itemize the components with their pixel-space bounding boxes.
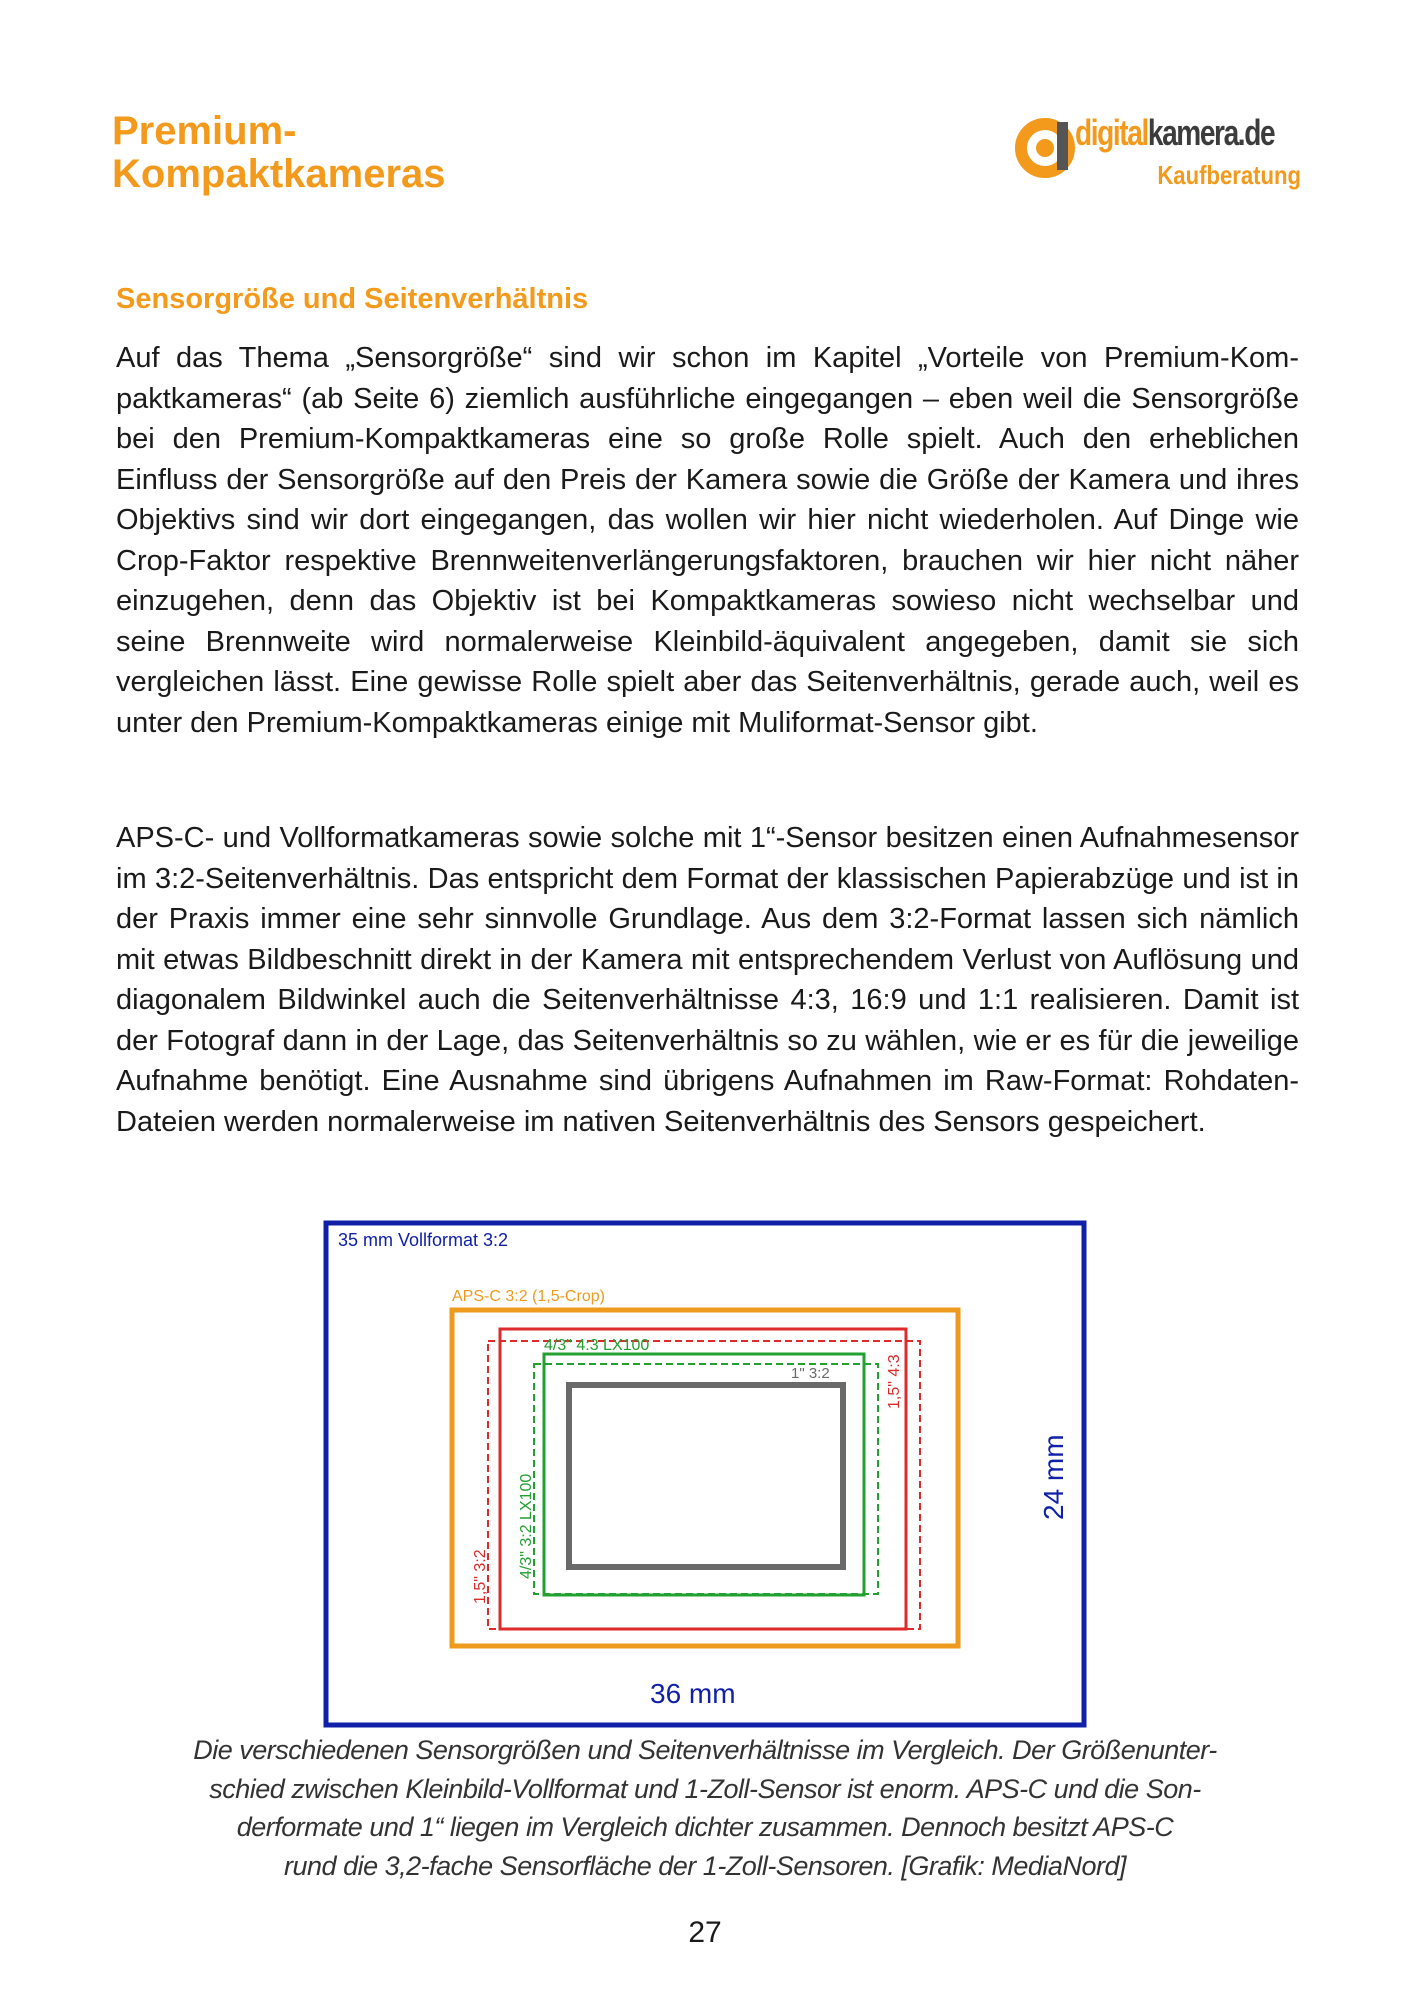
aps-c-label: APS-C 3:2 (1,5-Crop) xyxy=(452,1288,605,1305)
caption-line-3: derformate und 1“ liegen im Vergleich dichter zusammen. Dennoch besitzt APS-C xyxy=(236,1812,1174,1842)
body-paragraph-2: APS-C- und Vollformatkameras sowie solche mit 1“-Sensor besitzen einen Aufnahmesensor im 3:2-Seitenverhältnis. Das entspricht dem Format der klassischen Papierabzüge und ist in der Praxis immer eine sehr sinnvolle Grundlage. Aus dem 3:2-Format lassen sich nämlich mit etwas Bildbeschnitt direkt in der Kamera mit entsprechendem Verlust von Auflösung und diagonalem Bildwinkel auch die Seitenverhältnisse 4:3, 16:9 und 1:1 realisieren. Damit ist der Fotograf dann in der Lage, das Seitenverhältnis so zu wählen, wie er es für die jeweilige Aufnahme benötigt. Eine Ausnahme sind übrigens Aufnahmen im Raw-Format: Rohdaten-Dateien werden normalerweise im nativen Seitenverhältnis des Sensors gespeichert. xyxy=(116,822,1299,1138)
sensor-comparison-diagram xyxy=(322,1219,1088,1729)
brand-logo xyxy=(1015,112,1315,202)
section-heading: Sensorgröße und Seitenverhältnis xyxy=(116,283,589,315)
brand-subtitle: Kaufberatung xyxy=(1157,160,1301,190)
four-thirds-3-2-label: 4/3" 3:2 LX100 xyxy=(518,1473,535,1579)
brand-name-part-1: digital xyxy=(1075,112,1148,153)
figure-caption xyxy=(160,1731,1250,1885)
caption-line-1: Die verschiedenen Sensorgrößen und Seitenverhältnisse im Vergleich. Der Größenunter- xyxy=(193,1735,1217,1765)
one-inch-sensor-outline xyxy=(569,1385,843,1567)
chapter-title xyxy=(112,110,612,196)
brand-name xyxy=(1075,112,1274,154)
caption-line-4: rund die 3,2-fache Sensorfläche der 1-Zoll-Sensoren. [Grafik: MediaNord] xyxy=(284,1850,1126,1881)
four-thirds-4-3-outline xyxy=(544,1354,864,1595)
one-five-inch-4-3-label: 1,5" 4:3 xyxy=(886,1354,903,1409)
width-dimension-label: 36 mm xyxy=(650,1678,736,1709)
full-frame-label: 35 mm Vollformat 3:2 xyxy=(338,1230,509,1250)
brand-name-part-2: kamera.de xyxy=(1147,112,1275,153)
chapter-title-line-2: Kompaktkameras xyxy=(112,152,446,196)
sensor-size-figure xyxy=(322,1219,1088,1729)
four-thirds-3-2-outline xyxy=(534,1364,878,1594)
digitalkamera-logo-icon xyxy=(1015,118,1075,178)
height-dimension-label: 24 mm xyxy=(1038,1434,1069,1520)
four-thirds-4-3-label: 4/3" 4:3 LX100 xyxy=(544,1337,650,1354)
body-paragraph-1: Auf das Thema „Sensorgröße“ sind wir schon im Kapitel „Vorteile von Premium-Kompaktkameras“ (ab Seite 6) ziemlich ausführliche eingegangen – eben weil die Sensorgröße bei den Premium-Kompaktkameras eine so große Rolle spielt. Auch den erheblichen Einfluss der Sensorgröße auf den Preis der Kamera sowie die Größe der Kamera und ihres Objektivs sind wir dort eingegangen, das wollen wir hier nicht wiederholen. Auf Dinge wie Crop-Faktor respektive Brennweitenverlängerungsfaktoren, brauchen wir hier nicht näher einzugehen, denn das Objektiv ist bei Kompaktkameras sowieso nicht wechselbar und seine Brennweite wird normalerweise Kleinbild-äquivalent angegeben, damit sie sich vergleichen lässt. Eine gewisse Rolle spielt aber das Seitenverhältnis, gerade auch, weil es unter den Premium-Kompaktkameras einige mit Muliformat-Sensor gibt. xyxy=(116,342,1299,739)
chapter-title-line-1: Premium- xyxy=(112,109,297,153)
one-five-inch-3-2-label: 1,5" 3:2 xyxy=(472,1549,489,1604)
page-number: 27 xyxy=(688,1916,722,1949)
one-inch-label: 1" 3:2 xyxy=(791,1365,830,1382)
caption-line-2: schied zwischen Kleinbild-Vollformat und 1-Zoll-Sensor ist enorm. APS-C und die Son- xyxy=(209,1773,1201,1804)
full-frame-sensor-outline xyxy=(326,1223,1084,1725)
